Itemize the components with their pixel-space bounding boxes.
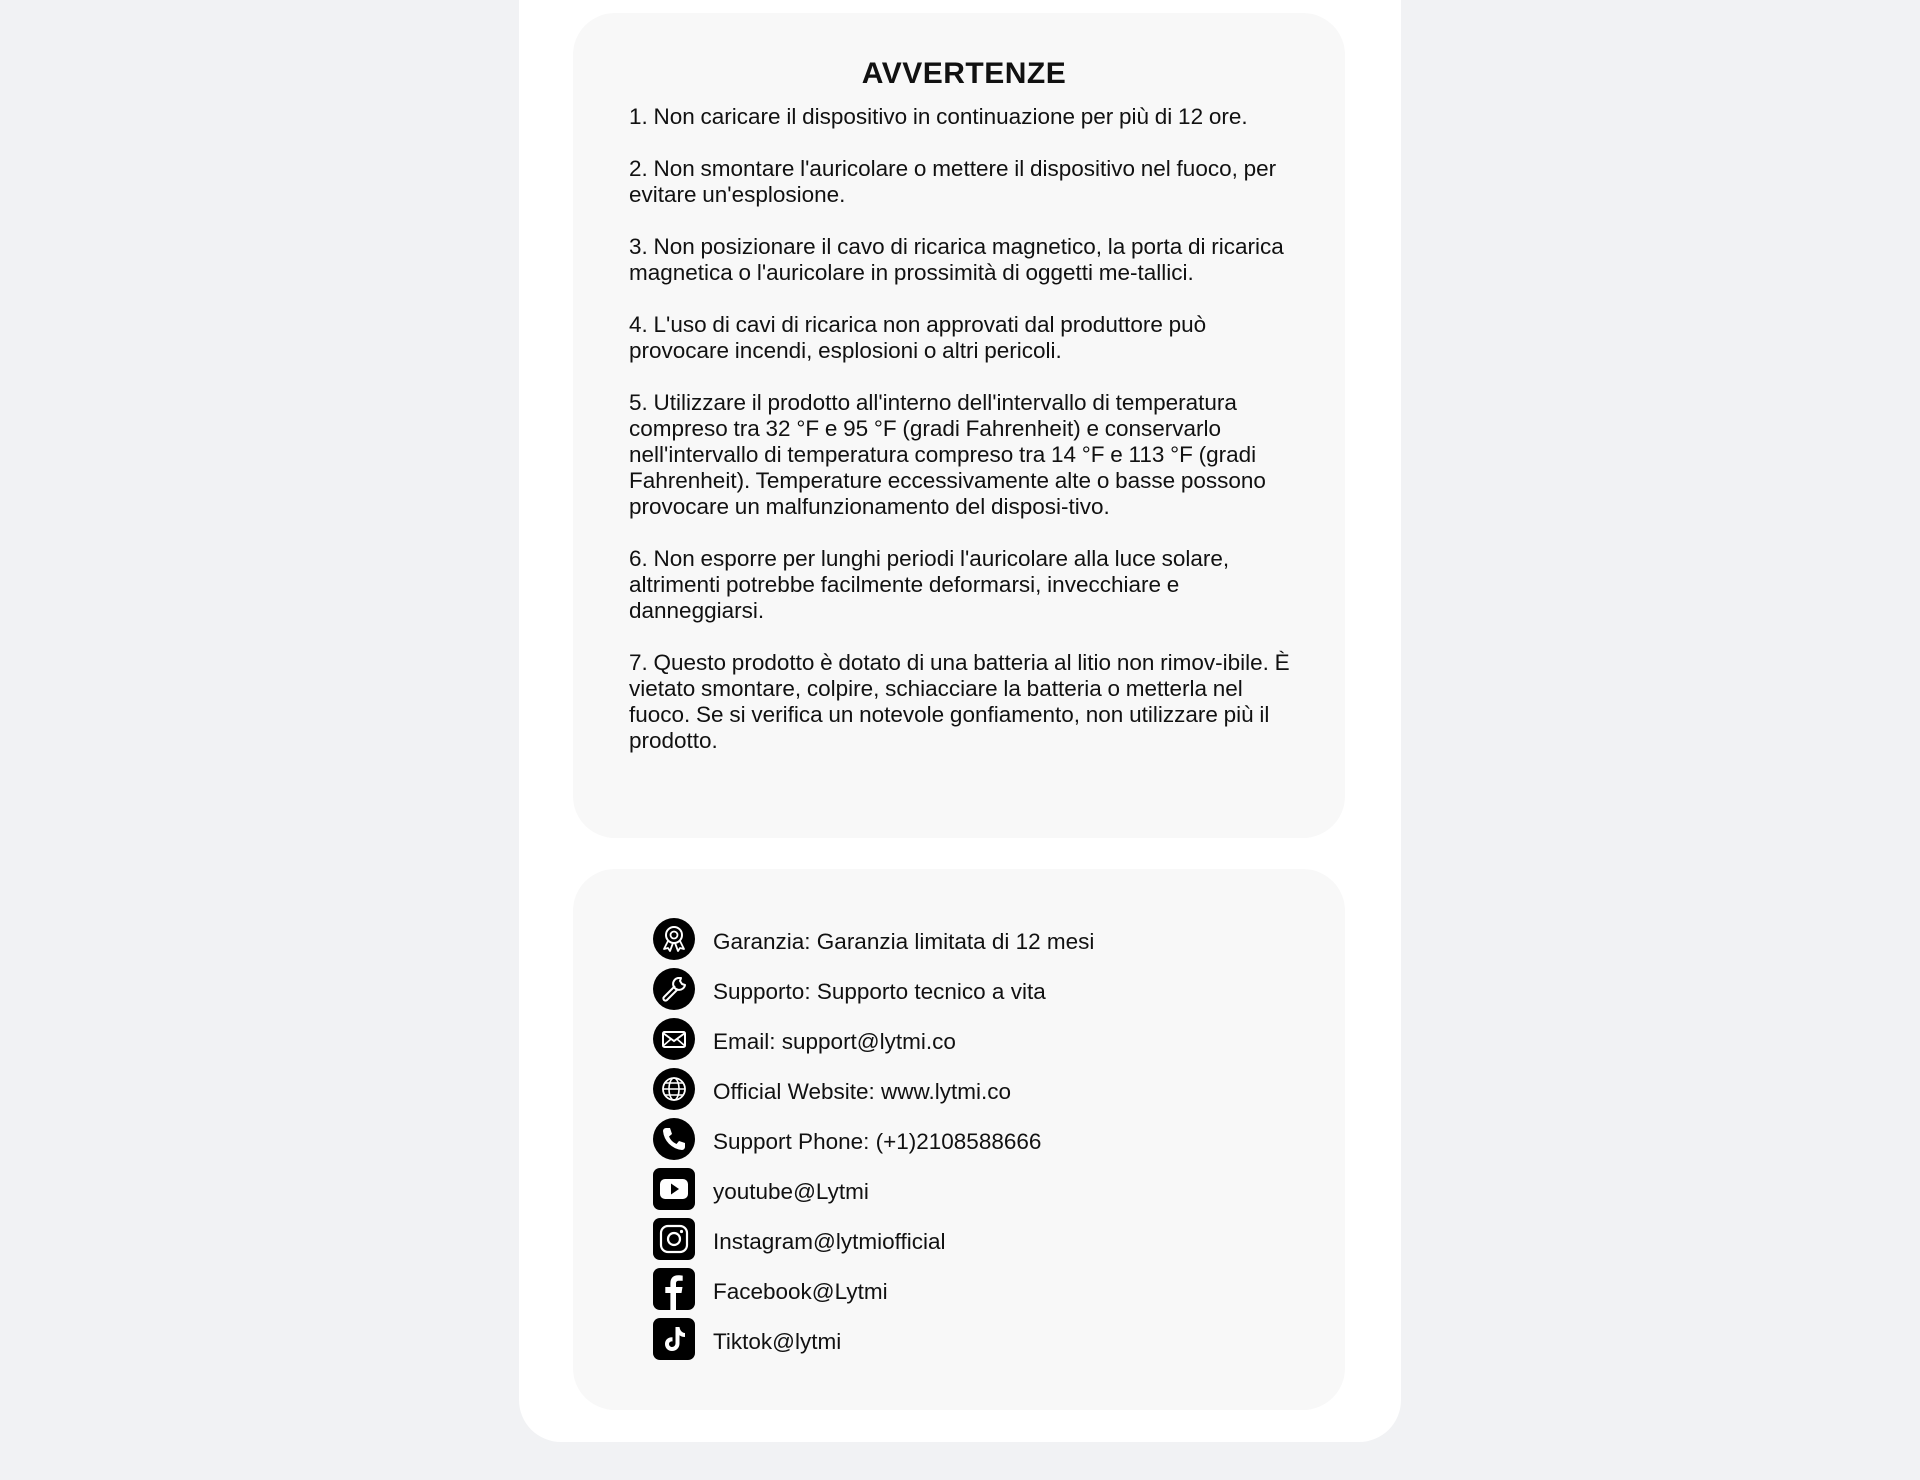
contact-text: Supporto: Supporto tecnico a vita [713, 979, 1046, 1004]
contact-item-facebook[interactable] [653, 1264, 1345, 1314]
contact-item-youtube[interactable] [653, 1164, 1345, 1214]
warning-item: 6. Non esporre per lunghi periodi l'auricolare alla luce solare, altrimenti potrebbe facilmente deformarsi, invecchiare e danneggiarsi. [629, 546, 1230, 623]
warnings-card [573, 13, 1345, 838]
contact-item-tiktok[interactable] [653, 1314, 1345, 1364]
warning-item: 1. Non caricare il dispositivo in continuazione per più di 12 ore. [629, 104, 1248, 129]
globe-icon [653, 1068, 695, 1110]
contacts-card [573, 869, 1345, 1410]
contact-item-warranty [653, 914, 1345, 964]
warning-item: 2. Non smontare l'auricolare o mettere il dispositivo nel fuoco, per evitare un'esplosione. [629, 156, 1277, 207]
contact-list [573, 869, 1345, 1364]
youtube-icon [653, 1168, 695, 1210]
contact-text[interactable]: youtube@Lytmi [713, 1179, 869, 1204]
facebook-icon [653, 1268, 695, 1310]
email-icon [653, 1018, 695, 1060]
warnings-list [629, 104, 1299, 754]
warning-item: 3. Non posizionare il cavo di ricarica magnetico, la porta di ricarica magnetica o l'auricolare in prossimità di oggetti me-tallici. [629, 234, 1284, 285]
contact-item-support [653, 964, 1345, 1014]
contact-item-website[interactable] [653, 1064, 1345, 1114]
contact-text[interactable]: Official Website: www.lytmi.co [713, 1079, 1011, 1104]
warning-item: 4. L'uso di cavi di ricarica non approvati dal produttore può provocare incendi, esplosioni o altri pericoli. [629, 312, 1207, 363]
contact-item-email[interactable] [653, 1014, 1345, 1064]
wrench-icon [653, 968, 695, 1010]
tiktok-icon [653, 1318, 695, 1360]
contact-item-phone[interactable] [653, 1114, 1345, 1164]
contact-text[interactable]: Support Phone: (+1)2108588666 [713, 1129, 1042, 1154]
warning-item: 7. Questo prodotto è dotato di una batteria al litio non rimov-ibile. È vietato smontare, colpire, schiacciare la batteria o metterla nel fuoco. Se si verifica un notevole gonfiamento, non utilizzare più il prodotto. [629, 650, 1290, 753]
warning-item: 5. Utilizzare il prodotto all'interno dell'intervallo di temperatura compreso tra 32 °F e 95 °F (gradi Fahrenheit) e conservarlo nell'intervallo di temperatura compreso tra 14 °F e 113 °F (gradi Fahrenheit). Temperature eccessivamente alte o basse possono provocare un malfunzionamento del disposi-tivo. [629, 390, 1266, 519]
warranty-icon [653, 918, 695, 960]
warnings-title: AVVERTENZE [861, 57, 1067, 90]
manual-page [519, 0, 1401, 1442]
contact-text: Garanzia: Garanzia limitata di 12 mesi [713, 929, 1095, 954]
contact-item-instagram[interactable] [653, 1214, 1345, 1264]
phone-icon [653, 1118, 695, 1160]
contact-text[interactable]: Instagram@lytmiofficial [713, 1229, 946, 1254]
contact-text[interactable]: Facebook@Lytmi [713, 1279, 888, 1304]
contact-text[interactable]: Email: support@lytmi.co [713, 1029, 956, 1054]
contact-text[interactable]: Tiktok@lytmi [713, 1329, 842, 1354]
instagram-icon [653, 1218, 695, 1260]
